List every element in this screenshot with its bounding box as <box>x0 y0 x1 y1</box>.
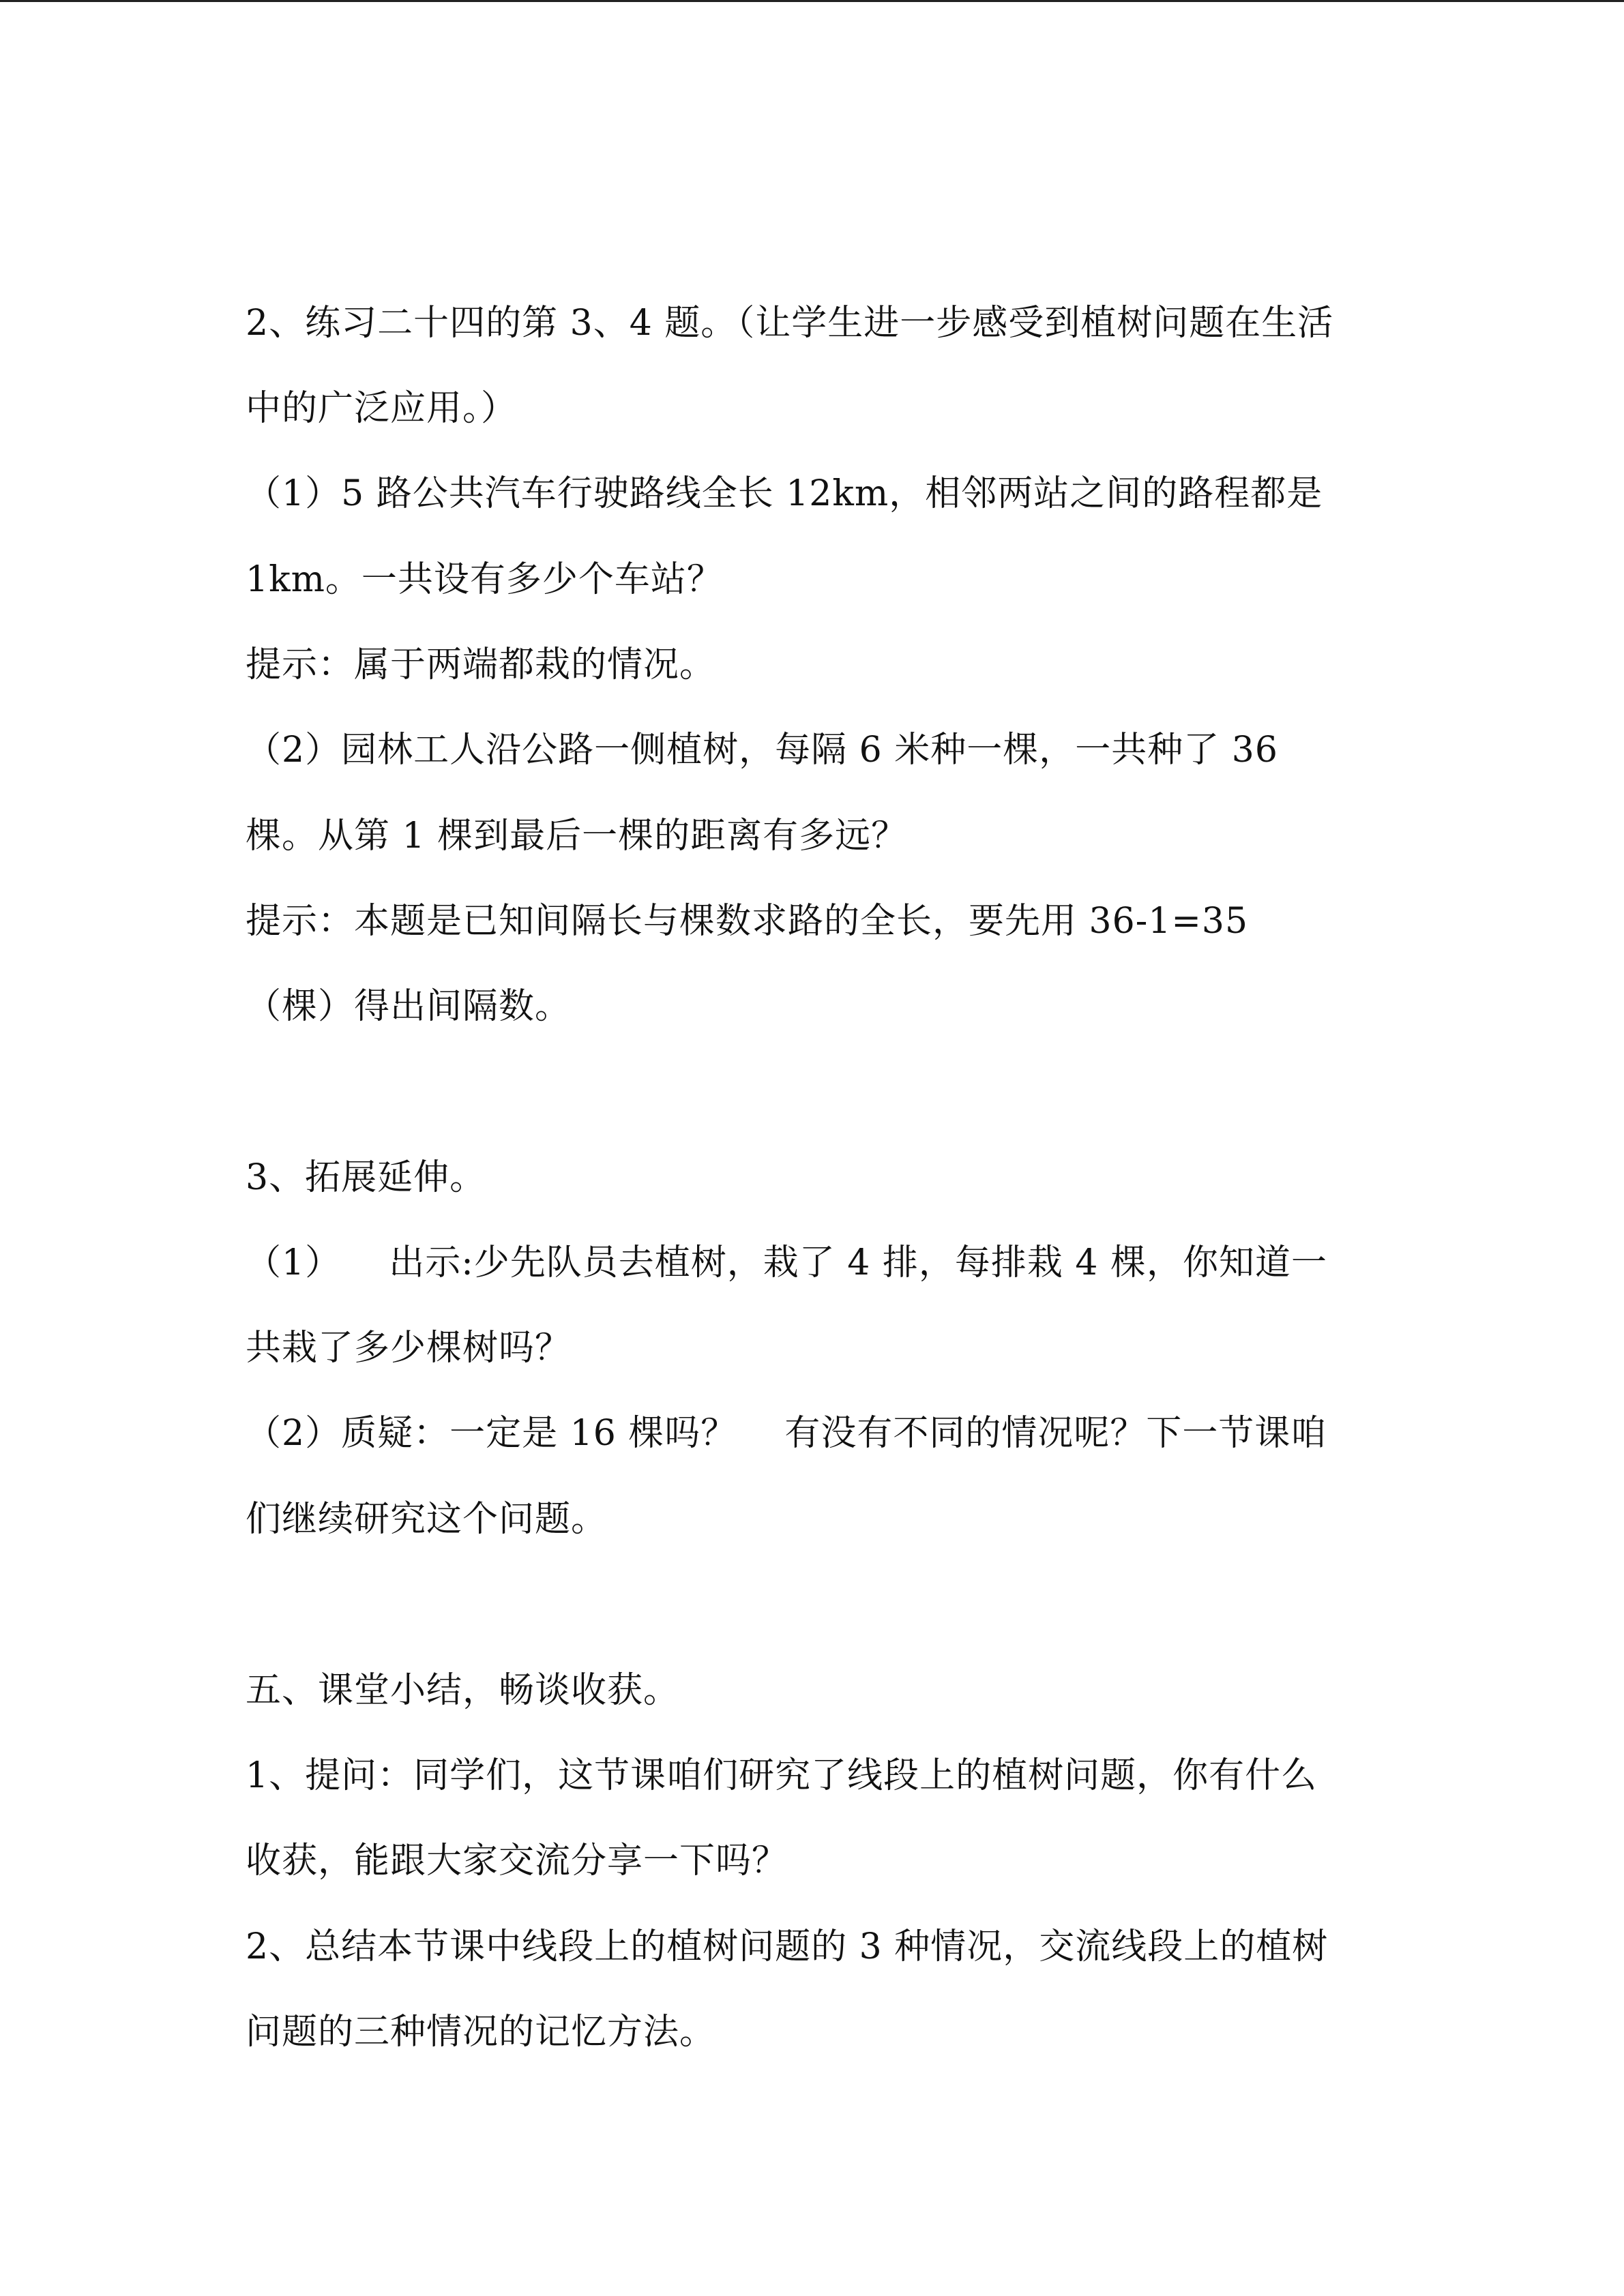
text-line: 问题的三种情况的记忆方法。 <box>246 2012 716 2053</box>
text-line: （棵）得出间隔数。 <box>246 986 572 1027</box>
text-line: （2）质疑：一定是 16 棵吗？ 有没有不同的情况呢？下一节课咱 <box>246 1413 1327 1454</box>
text-line: （2）园林工人沿公路一侧植树，每隔 6 米种一棵，一共种了 36 <box>246 730 1278 771</box>
text-line: 提示：属于两端都栽的情况。 <box>246 644 716 685</box>
text-line: 2、总结本节课中线段上的植树问题的 3 种情况，交流线段上的植树 <box>246 1926 1329 1967</box>
text-line: 中的广泛应用。） <box>246 388 518 429</box>
text-line: 1km。一共设有多少个车站？ <box>246 559 723 600</box>
text-line: 2、练习二十四的第 3、4 题。（让学生进一步感受到植树问题在生活 <box>246 303 1334 344</box>
text-line: 们继续研究这个问题。 <box>246 1499 608 1540</box>
section-heading: 五、课堂小结，畅谈收获。 <box>246 1670 680 1711</box>
text-line: 共栽了多少棵树吗？ <box>246 1328 572 1369</box>
text-line: 1、提问：同学们，这节课咱们研究了线段上的植树问题，你有什么 <box>246 1755 1318 1796</box>
text-line: 提示：本题是已知间隔长与棵数求路的全长，要先用 36-1=35 <box>246 901 1249 942</box>
text-line: （1） 出示:少先队员去植树，栽了 4 排，每排栽 4 棵，你知道一 <box>246 1242 1328 1283</box>
section-heading: 3、拓展延伸。 <box>246 1157 486 1198</box>
text-line: 棵。从第 1 棵到最后一棵的距离有多远？ <box>246 816 908 856</box>
text-line: （1）5 路公共汽车行驶路线全长 12km，相邻两站之间的路程都是 <box>246 473 1323 514</box>
text-line: 收获，能跟大家交流分享一下吗？ <box>246 1840 788 1881</box>
